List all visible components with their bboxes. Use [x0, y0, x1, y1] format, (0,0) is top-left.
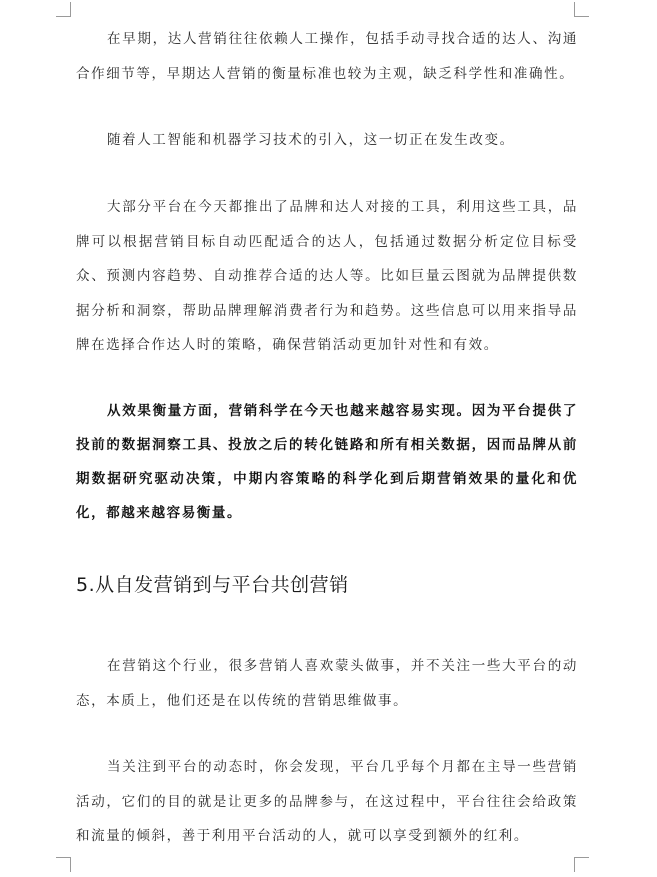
crop-mark-bottom-left	[56, 857, 71, 872]
crop-mark-top-right	[574, 2, 589, 17]
section-heading: 5.从自发营销到与平台共创营销	[76, 574, 349, 596]
paragraph-effect-measurement: 从效果衡量方面，营销科学在今天也越来越容易实现。因为平台提供了投前的数据洞察工具、投放之后的转化链路和所有相关数据，因而品牌从前期数据研究驱动决策，中期内容策略的科学化到后期营销效果的量化和优化，都越来越容易衡量。	[76, 403, 578, 521]
paragraph-ai-introduction: 随着人工智能和机器学习技术的引入，这一切正在发生改变。	[107, 132, 515, 148]
paragraph-platform-dynamics: 当关注到平台的动态时，你会发现，平台几乎每个月都在主导一些营销活动，它们的目的就是让更多的品牌参与，在这过程中，平台往往会给政策和流量的倾斜，善于利用平台活动的人，就可以享受到额外的红利。	[76, 759, 578, 844]
paragraph-platform-tools: 大部分平台在今天都推出了品牌和达人对接的工具，利用这些工具，品牌可以根据营销目标自动匹配适合的达人，包括通过数据分析定位目标受众、预测内容趋势、自动推荐合适的达人等。比如巨量云图就为品牌提供数据分析和洞察，帮助品牌理解消费者行为和趋势。这些信息可以用来指导品牌在选择合作达人时的策略，确保营销活动更加针对性和有效。	[76, 199, 578, 353]
paragraph-marketing-industry: 在营销这个行业，很多营销人喜欢蒙头做事，并不关注一些大平台的动态，本质上，他们还是在以传统的营销思维做事。	[76, 658, 578, 709]
paragraph-early-influencer-marketing: 在早期，达人营销往往依赖人工操作，包括手动寻找合适的达人、沟通合作细节等，早期达人营销的衡量标准也较为主观，缺乏科学性和准确性。	[76, 31, 578, 82]
crop-mark-top-left	[56, 2, 71, 17]
crop-mark-bottom-right	[574, 857, 589, 872]
